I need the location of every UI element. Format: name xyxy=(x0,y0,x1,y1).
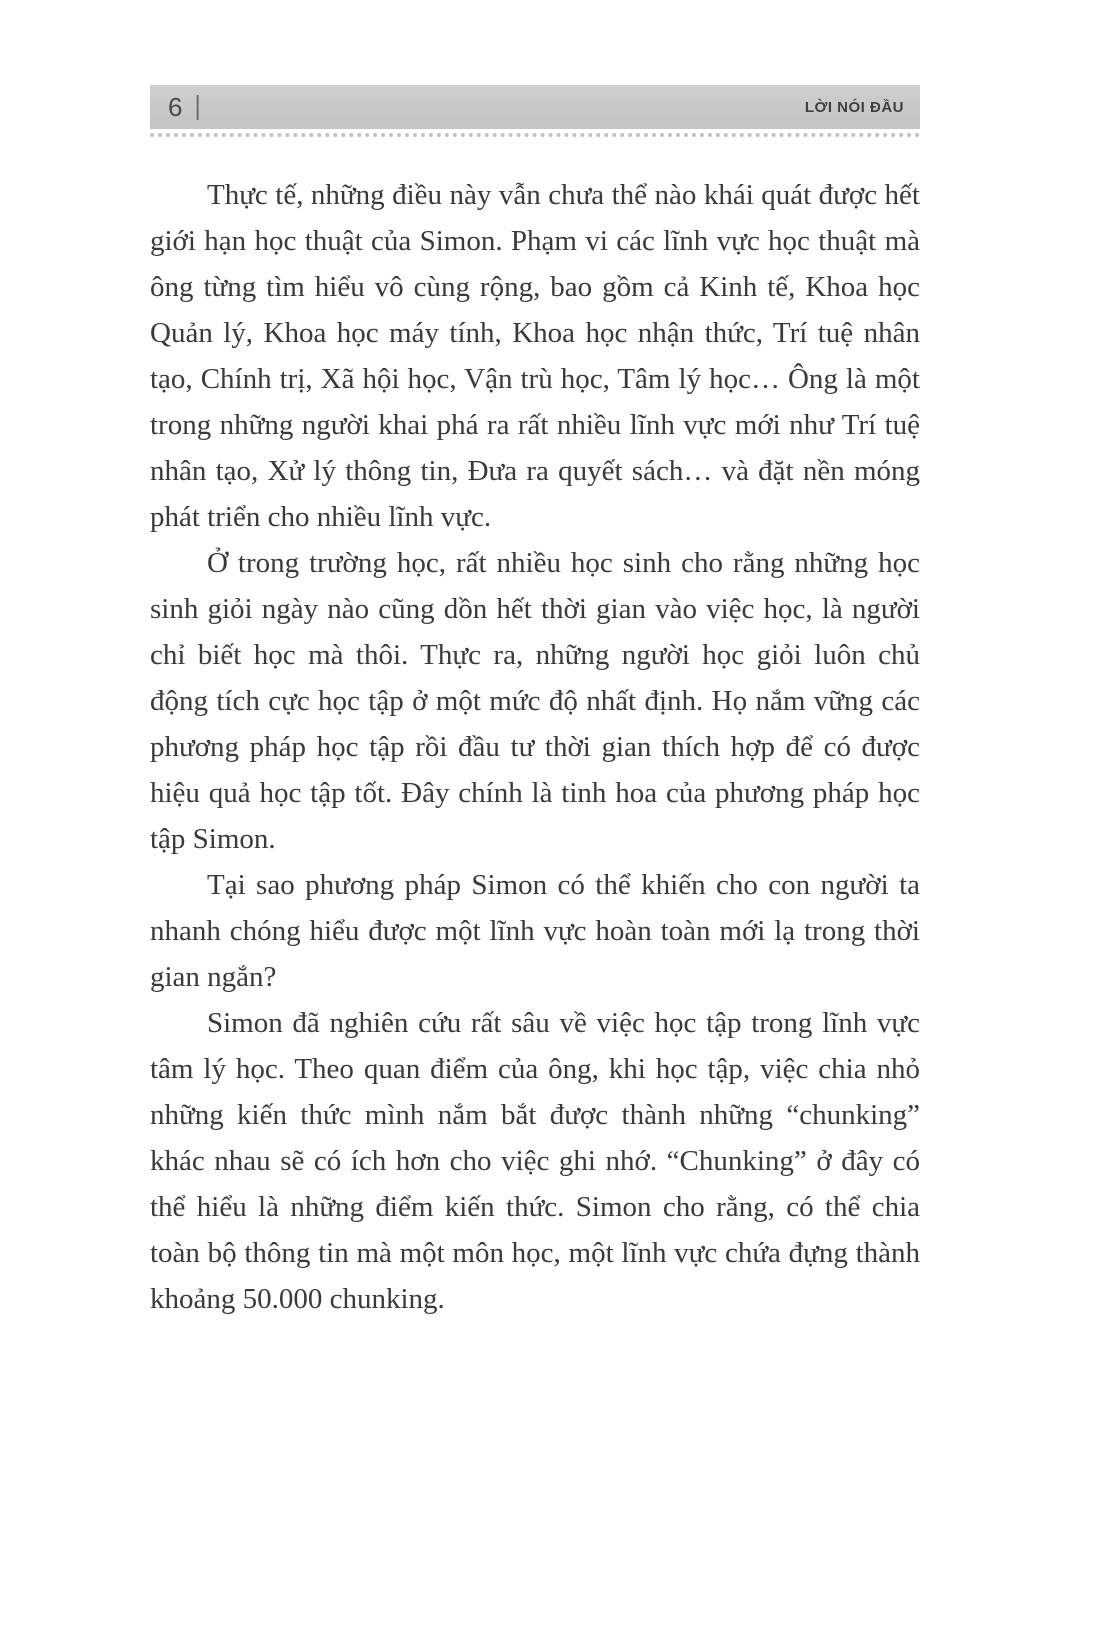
page-number-separator: | xyxy=(194,91,201,122)
running-header-title: LỜI NÓI ĐẦU xyxy=(804,98,904,116)
paragraph: Thực tế, những điều này vẫn chưa thể nào khái quát được hết giới hạn học thuật của Simon. Phạm vi các lĩnh vực học thuật mà ông từng tìm hiểu vô cùng rộng, bao gồm cả Kinh tế, Khoa học Quản lý, Khoa học máy tính, Khoa học nhận thức, Trí tuệ nhân tạo, Chính trị, Xã hội học, Vận trù học, Tâm lý học… Ông là một trong những người khai phá ra rất nhiều lĩnh vực mới như Trí tuệ nhân tạo, Xử lý thông tin, Đưa ra quyết sách… và đặt nền móng phát triển cho nhiều lĩnh vực. xyxy=(150,179,920,533)
page-number: 6 xyxy=(168,91,183,122)
paragraph: Simon đã nghiên cứu rất sâu về việc học tập trong lĩnh vực tâm lý học. Theo quan điểm của ông, khi học tập, việc chia nhỏ những kiến thức mình nắm bắt được thành những “chunking” khác nhau sẽ có ích hơn cho việc ghi nhớ. “Chunking” ở đây có thể hiểu là những điểm kiến thức. Simon cho rằng, có thể chia toàn bộ thông tin mà một môn học, một lĩnh vực chứa đựng thành khoảng 50.000 chunking. xyxy=(150,1007,920,1315)
paragraph: Ở trong trường học, rất nhiều học sinh cho rằng những học sinh giỏi ngày nào cũng dồn hết thời gian vào việc học, là người chỉ biết học mà thôi. Thực ra, những người học giỏi luôn chủ động tích cực học tập ở một mức độ nhất định. Họ nắm vững các phương pháp học tập rồi đầu tư thời gian thích hợp để có được hiệu quả học tập tốt. Đây chính là tinh hoa của phương pháp học tập Simon. xyxy=(150,547,920,855)
page-header xyxy=(150,85,920,129)
paragraph: Tại sao phương pháp Simon có thể khiến cho con người ta nhanh chóng hiểu được một lĩnh vực hoàn toàn mới lạ trong thời gian ngắn? xyxy=(150,869,920,993)
page-body xyxy=(150,172,920,1322)
header-dotted-divider xyxy=(150,133,920,137)
